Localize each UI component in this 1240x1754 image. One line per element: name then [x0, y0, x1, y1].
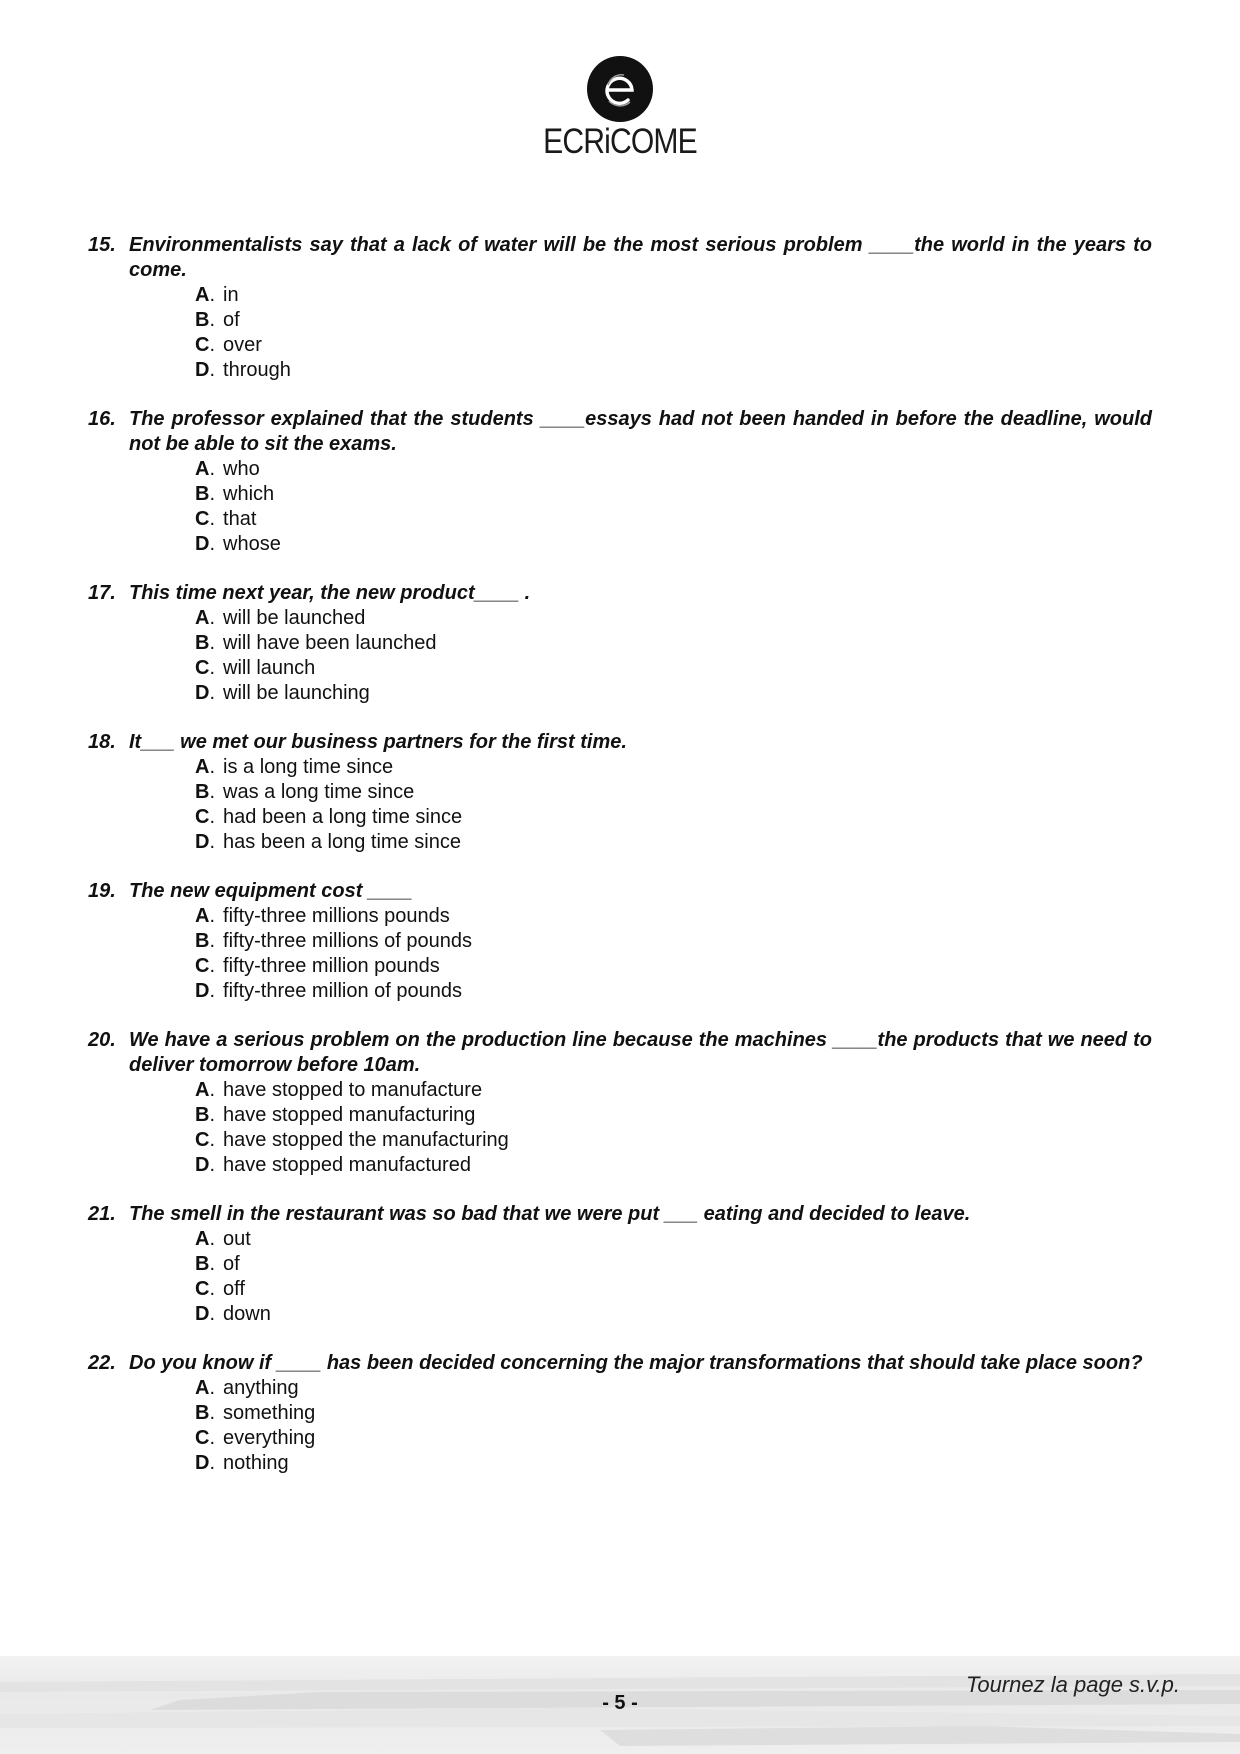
answer-option-b[interactable]: [195, 631, 1152, 656]
question-header: [88, 1351, 1152, 1376]
option-text: was a long time since: [223, 781, 415, 803]
option-separator: .: [209, 309, 216, 331]
option-text: which: [223, 483, 275, 505]
option-separator: .: [209, 980, 216, 1002]
answer-options: [88, 755, 1152, 855]
answer-option-c[interactable]: [195, 333, 1152, 358]
option-separator: .: [209, 955, 216, 977]
option-separator: .: [209, 533, 216, 555]
question-header: [88, 730, 1152, 755]
option-separator: .: [209, 1377, 216, 1399]
option-text: through: [223, 359, 291, 381]
answer-options: [88, 1078, 1152, 1178]
answer-option-c[interactable]: [195, 1277, 1152, 1302]
answer-option-d[interactable]: [195, 1451, 1152, 1476]
answer-option-c[interactable]: [195, 656, 1152, 681]
answer-option-b[interactable]: [195, 308, 1152, 333]
option-text: will have been launched: [223, 632, 437, 654]
option-text: have stopped manufactured: [223, 1154, 471, 1176]
option-separator: .: [209, 1402, 216, 1424]
option-separator: .: [209, 284, 216, 306]
option-letter: D: [195, 682, 210, 704]
question-header: [88, 581, 1152, 606]
brand-name: ECRiCOME: [543, 122, 697, 161]
option-text: anything: [223, 1377, 299, 1399]
option-text: is a long time since: [223, 756, 394, 778]
option-text: who: [223, 458, 260, 480]
option-letter: C: [195, 955, 210, 977]
option-separator: .: [209, 905, 216, 927]
answer-option-d[interactable]: [195, 681, 1152, 706]
answer-option-b[interactable]: [195, 1103, 1152, 1128]
option-separator: .: [209, 1154, 216, 1176]
answer-option-a[interactable]: [195, 755, 1152, 780]
option-text: had been a long time since: [223, 806, 463, 828]
option-letter: C: [195, 334, 210, 356]
answer-option-b[interactable]: [195, 1252, 1152, 1277]
option-separator: .: [209, 1278, 216, 1300]
answer-option-d[interactable]: [195, 1302, 1152, 1327]
option-separator: .: [209, 1129, 216, 1151]
option-separator: .: [209, 682, 216, 704]
option-letter: B: [195, 309, 210, 331]
answer-option-a[interactable]: [195, 606, 1152, 631]
option-text: down: [223, 1303, 271, 1325]
answer-option-d[interactable]: [195, 830, 1152, 855]
answer-option-a[interactable]: [195, 1376, 1152, 1401]
option-text: has been a long time since: [223, 831, 461, 853]
option-text: have stopped manufacturing: [223, 1104, 476, 1126]
option-letter: C: [195, 806, 210, 828]
question: [88, 879, 1152, 1004]
question-number: 18.: [88, 731, 116, 753]
question: [88, 730, 1152, 855]
answer-option-c[interactable]: [195, 805, 1152, 830]
question-text: Environmentalists say that a lack of water will be the most serious problem ____the world in the years to come.: [129, 234, 1152, 281]
option-letter: D: [195, 359, 210, 381]
option-text: of: [223, 1253, 240, 1275]
option-text: fifty-three million of pounds: [223, 980, 463, 1002]
option-letter: B: [195, 781, 210, 803]
answer-option-a[interactable]: [195, 283, 1152, 308]
answer-option-b[interactable]: [195, 780, 1152, 805]
answer-options: [88, 457, 1152, 557]
answer-options: [88, 1227, 1152, 1327]
option-separator: .: [209, 359, 216, 381]
answer-option-c[interactable]: [195, 507, 1152, 532]
question-text: This time next year, the new product____ .: [129, 582, 531, 604]
question-text: It___ we met our business partners for the first time.: [129, 731, 627, 753]
answer-options: [88, 1376, 1152, 1476]
option-text: fifty-three millions pounds: [223, 905, 450, 927]
question: [88, 233, 1152, 383]
option-separator: .: [209, 1079, 216, 1101]
option-text: over: [223, 334, 262, 356]
answer-option-d[interactable]: [195, 358, 1152, 383]
option-text: that: [223, 508, 257, 530]
question: [88, 1351, 1152, 1476]
option-letter: D: [195, 1452, 210, 1474]
option-separator: .: [209, 756, 216, 778]
answer-options: [88, 283, 1152, 383]
option-letter: C: [195, 508, 210, 530]
option-letter: D: [195, 831, 210, 853]
answer-option-d[interactable]: [195, 979, 1152, 1004]
answer-option-a[interactable]: [195, 904, 1152, 929]
option-separator: .: [209, 632, 216, 654]
question-text: The smell in the restaurant was so bad that we were put ___ eating and decided to leave.: [129, 1203, 971, 1225]
option-separator: .: [209, 334, 216, 356]
answer-options: [88, 606, 1152, 706]
question-text: The new equipment cost ____: [129, 880, 413, 902]
option-separator: .: [209, 831, 216, 853]
question-header: [88, 1202, 1152, 1227]
option-separator: .: [209, 1452, 216, 1474]
header-logo: [0, 56, 1240, 162]
option-letter: A: [195, 905, 210, 927]
question-list: [88, 233, 1152, 1500]
option-text: will launch: [223, 657, 316, 679]
option-separator: .: [209, 657, 216, 679]
answer-option-c[interactable]: [195, 954, 1152, 979]
option-letter: A: [195, 458, 210, 480]
option-text: will be launched: [223, 607, 366, 629]
option-letter: B: [195, 930, 210, 952]
option-text: off: [223, 1278, 245, 1300]
ecricome-logo-icon: [587, 56, 653, 122]
option-letter: C: [195, 1129, 210, 1151]
question-number: 17.: [88, 582, 116, 604]
question-number: 21.: [88, 1203, 116, 1225]
option-letter: A: [195, 1079, 210, 1101]
option-letter: A: [195, 1228, 210, 1250]
question-number: 22.: [88, 1352, 116, 1374]
question-header: [88, 1028, 1152, 1078]
option-separator: .: [209, 1303, 216, 1325]
page-number: - 5 -: [602, 1692, 638, 1714]
option-letter: B: [195, 632, 210, 654]
answer-option-b[interactable]: [195, 929, 1152, 954]
question-number: 20.: [88, 1029, 116, 1051]
option-separator: .: [209, 1104, 216, 1126]
option-text: have stopped to manufacture: [223, 1079, 483, 1101]
option-letter: A: [195, 607, 210, 629]
option-letter: D: [195, 980, 210, 1002]
option-text: everything: [223, 1427, 316, 1449]
option-separator: .: [209, 483, 216, 505]
answer-option-a[interactable]: [195, 457, 1152, 482]
option-letter: A: [195, 1377, 210, 1399]
option-text: something: [223, 1402, 316, 1424]
option-letter: B: [195, 1104, 210, 1126]
question-text: We have a serious problem on the production line because the machines ____the products that we need to deliver tomorrow before 10am.: [129, 1029, 1152, 1076]
answer-option-c[interactable]: [195, 1426, 1152, 1451]
answer-option-b[interactable]: [195, 482, 1152, 507]
question: [88, 581, 1152, 706]
option-text: out: [223, 1228, 251, 1250]
option-text: fifty-three millions of pounds: [223, 930, 473, 952]
question: [88, 1028, 1152, 1178]
option-letter: B: [195, 1402, 210, 1424]
option-letter: A: [195, 284, 210, 306]
option-letter: A: [195, 756, 210, 778]
option-letter: D: [195, 1303, 210, 1325]
option-letter: D: [195, 1154, 210, 1176]
option-text: have stopped the manufacturing: [223, 1129, 509, 1151]
question-header: [88, 407, 1152, 457]
answer-option-b[interactable]: [195, 1401, 1152, 1426]
question-header: [88, 233, 1152, 283]
option-separator: .: [209, 806, 216, 828]
option-text: of: [223, 309, 240, 331]
option-separator: .: [209, 1427, 216, 1449]
answer-option-c[interactable]: [195, 1128, 1152, 1153]
question-text: The professor explained that the students ____essays had not been handed in before the deadline, would not be able to sit the exams.: [129, 408, 1152, 455]
option-separator: .: [209, 1228, 216, 1250]
option-separator: .: [209, 607, 216, 629]
answer-options: [88, 904, 1152, 1004]
question-header: [88, 879, 1152, 904]
option-text: fifty-three million pounds: [223, 955, 440, 977]
option-separator: .: [209, 458, 216, 480]
option-separator: .: [209, 508, 216, 530]
question-text: Do you know if ____ has been decided concerning the major transformations that should take place soon?: [129, 1352, 1143, 1374]
option-letter: D: [195, 533, 210, 555]
answer-option-a[interactable]: [195, 1227, 1152, 1252]
option-separator: .: [209, 930, 216, 952]
option-letter: B: [195, 1253, 210, 1275]
answer-option-d[interactable]: [195, 1153, 1152, 1178]
question-number: 15.: [88, 234, 116, 256]
option-text: whose: [223, 533, 281, 555]
option-separator: .: [209, 781, 216, 803]
option-letter: C: [195, 1427, 210, 1449]
answer-option-a[interactable]: [195, 1078, 1152, 1103]
option-text: nothing: [223, 1452, 289, 1474]
question: [88, 1202, 1152, 1327]
question-number: 16.: [88, 408, 116, 430]
option-text: in: [223, 284, 239, 306]
option-separator: .: [209, 1253, 216, 1275]
question: [88, 407, 1152, 557]
option-letter: C: [195, 657, 210, 679]
question-number: 19.: [88, 880, 116, 902]
option-letter: C: [195, 1278, 210, 1300]
option-text: will be launching: [223, 682, 370, 704]
turn-page-note: Tournez la page s.v.p.: [965, 1672, 1180, 1697]
option-letter: B: [195, 483, 210, 505]
answer-option-d[interactable]: [195, 532, 1152, 557]
